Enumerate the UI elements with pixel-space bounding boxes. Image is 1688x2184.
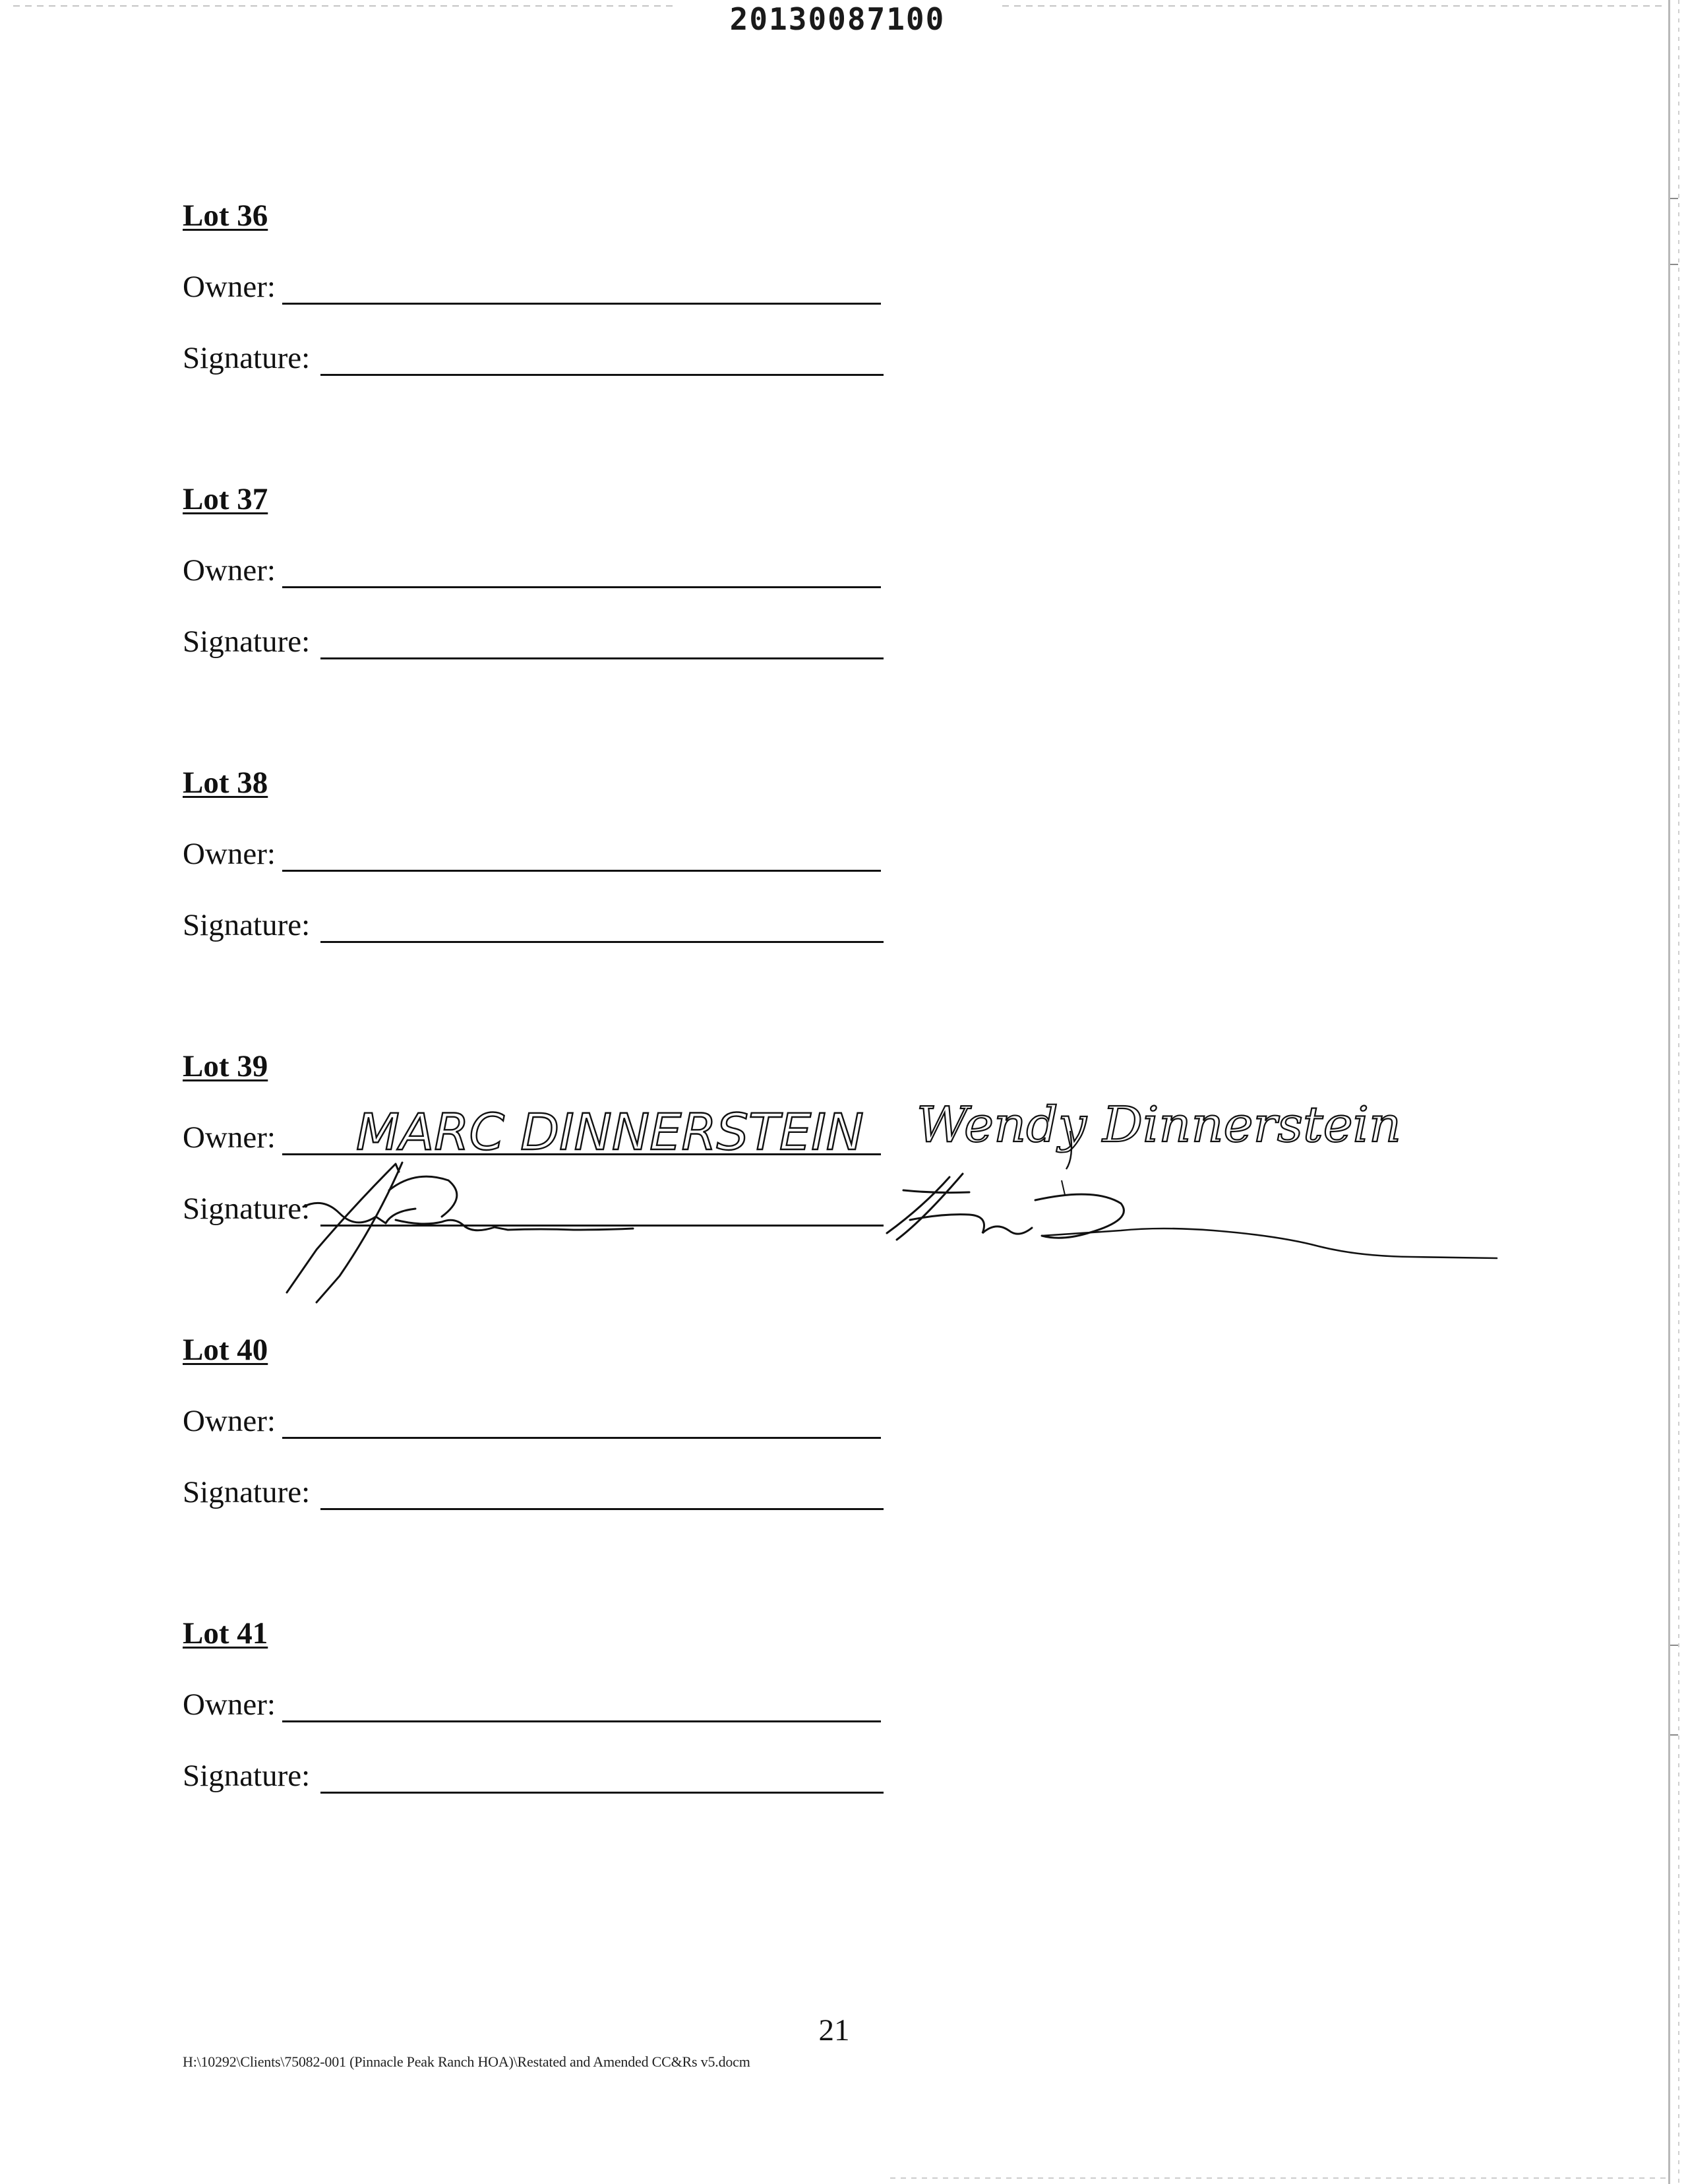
scan-edge-tick [1670,1734,1678,1736]
signature-label: Signature: [183,624,311,659]
signature-blank-line[interactable] [320,374,884,376]
page-number: 21 [818,2013,850,2048]
handwritten-owner-name-1-text: MARC DINNERSTEIN [356,1103,864,1161]
signature-scribble-1 [277,1151,699,1302]
footer-file-path: H:\10292\Clients\75082-001 (Pinnacle Peak Ranch HOA)\Restated and Amended CC&Rs v5.docm [183,2053,750,2070]
lot-heading: Lot 37 [183,482,268,516]
signature-blank-line[interactable] [320,1508,884,1510]
owner-label: Owner: [183,270,276,304]
lot-block-38 [183,765,974,963]
signature-label: Signature: [183,341,311,375]
owner-blank-line[interactable] [282,303,881,305]
owner-label: Owner: [183,1120,276,1155]
lot-block-37 [183,481,974,679]
scan-edge-dots [1678,0,1679,2184]
lot-block-36 [183,198,974,396]
owner-label: Owner: [183,837,276,871]
signature-label: Signature: [183,1759,311,1793]
lot-block-41 [183,1616,974,1813]
signature-blank-line[interactable] [320,941,884,943]
owner-blank-line[interactable] [282,1720,881,1722]
lot-block-40 [183,1332,974,1530]
lot-heading: Lot 38 [183,766,268,800]
owner-blank-line[interactable] [282,586,881,588]
owner-label: Owner: [183,1687,276,1722]
lot-heading: Lot 41 [183,1616,268,1651]
scan-artifact-bottom [890,2177,1668,2179]
scan-edge-tick [1670,198,1678,199]
signature-label: Signature: [183,1475,311,1509]
scan-page-edge [1668,0,1670,2184]
signature-blank-line[interactable] [320,1792,884,1794]
owner-blank-line[interactable] [282,870,881,872]
lot-heading: Lot 40 [183,1333,268,1367]
recording-number: 20130087100 [729,1,946,37]
signature-label: Signature: [183,908,311,942]
owner-label: Owner: [183,553,276,588]
owner-blank-line[interactable] [282,1437,881,1439]
owner-label: Owner: [183,1404,276,1438]
signature-scribble-2 [884,1167,1503,1279]
scan-edge-tick [1670,1645,1678,1646]
signature-blank-line[interactable] [320,657,884,659]
lot-heading: Lot 36 [183,198,268,233]
lot-heading: Lot 39 [183,1049,268,1083]
handwritten-owner-name-2 [913,1085,1414,1177]
signature-label: Signature: [183,1192,311,1226]
scan-edge-tick [1670,264,1678,265]
handwritten-owner-name-2-text: Wendy Dinnerstein [917,1097,1401,1153]
